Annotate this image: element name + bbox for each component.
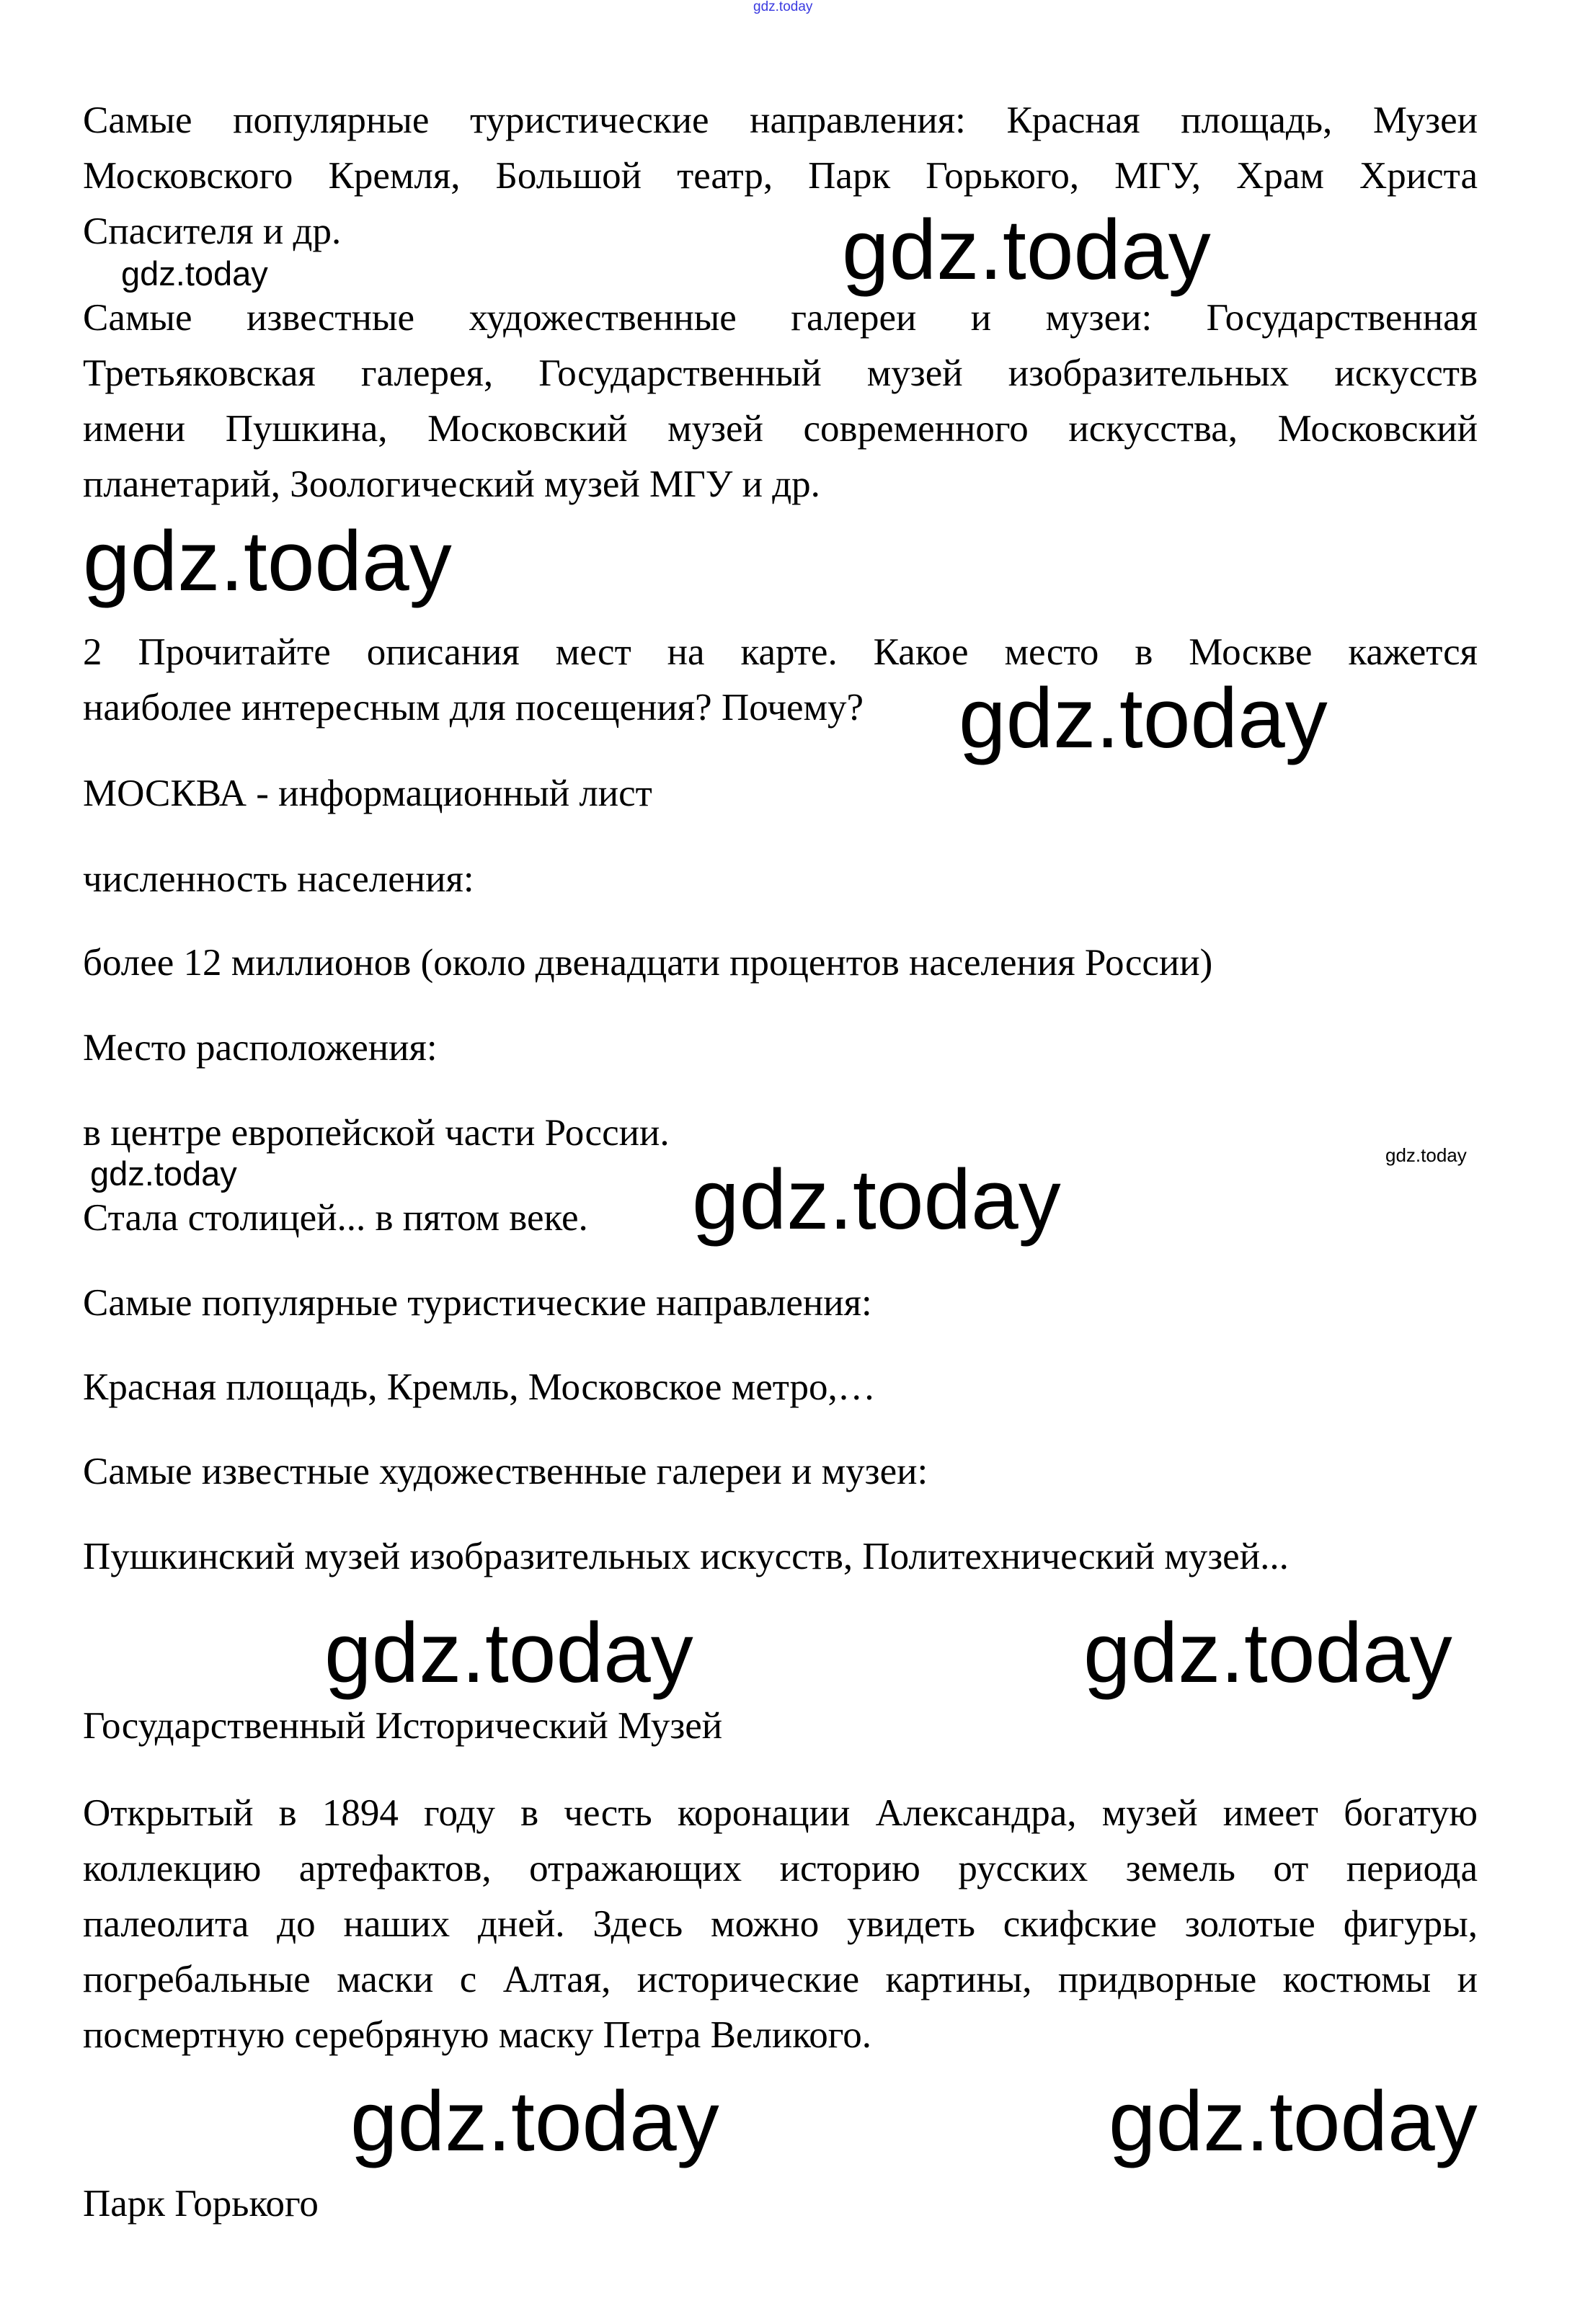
museum-description-line: палеолита до наших дней. Здесь можно увидеть скифские золотые фигуры, [83, 1903, 1478, 1945]
capital-text: Стала столицей... в пятом веке. [83, 1197, 588, 1239]
tourist-value: Красная площадь, Кремль, Московское метро,… [83, 1366, 876, 1408]
watermark: gdz.today [324, 1606, 693, 1701]
watermark: gdz.today [1109, 2074, 1478, 2169]
watermark: gdz.today [692, 1152, 1061, 1247]
watermark-top: gdz.today [753, 0, 813, 14]
galleries-label: Самые известные художественные галереи и музеи: [83, 1451, 928, 1492]
watermark: gdz.today [121, 254, 268, 293]
museum-description-line: погребальные маски с Алтая, исторические картины, придворные костюмы и [83, 1959, 1478, 2000]
tourist-label: Самые популярные туристические направления: [83, 1282, 872, 1324]
paragraph-line: Самые популярные туристические направления: Красная площадь, Музеи [83, 99, 1478, 141]
location-value: в центре европейской части России. [83, 1112, 670, 1154]
watermark: gdz.today [90, 1154, 237, 1193]
population-value: более 12 миллионов (около двенадцати процентов населения России) [83, 942, 1213, 984]
watermark: gdz.today [1083, 1606, 1452, 1701]
museum-title: Государственный Исторический Музей [83, 1705, 723, 1747]
galleries-value: Пушкинский музей изобразительных искусств, Политехнический музей... [83, 1536, 1289, 1577]
question-line: наиболее интересным для посещения? Почему? [83, 687, 864, 729]
watermark: gdz.today [1385, 1144, 1467, 1166]
paragraph-line: имени Пушкина, Московский музей современного искусства, Московский [83, 408, 1478, 450]
museum-description-line: посмертную серебряную маску Петра Великого. [83, 2014, 871, 2056]
paragraph-line: Спасителя и др. [83, 210, 342, 252]
paragraph-line: планетарий, Зоологический музей МГУ и др. [83, 463, 820, 505]
question-line: 2 Прочитайте описания мест на карте. Какое место в Москве кажется [83, 631, 1478, 673]
museum-description-line: коллекцию артефактов, отражающих историю русских земель от периода [83, 1848, 1478, 1889]
info-title: МОСКВА - информационный лист [83, 773, 652, 814]
watermark: gdz.today [842, 202, 1211, 298]
watermark: gdz.today [350, 2074, 719, 2169]
population-label: численность населения: [83, 858, 474, 900]
watermark: gdz.today [83, 514, 452, 609]
paragraph-line: Самые известные художественные галереи и музеи: Государственная [83, 297, 1478, 339]
location-label: Место расположения: [83, 1027, 438, 1069]
watermark: gdz.today [959, 671, 1328, 766]
paragraph-line: Третьяковская галерея, Государственный музей изобразительных искусств [83, 352, 1478, 394]
park-title: Парк Горького [83, 2183, 319, 2225]
paragraph-line: Московского Кремля, Большой театр, Парк Горького, МГУ, Храм Христа [83, 155, 1478, 197]
museum-description-line: Открытый в 1894 году в честь коронации Александра, музей имеет богатую [83, 1792, 1478, 1834]
